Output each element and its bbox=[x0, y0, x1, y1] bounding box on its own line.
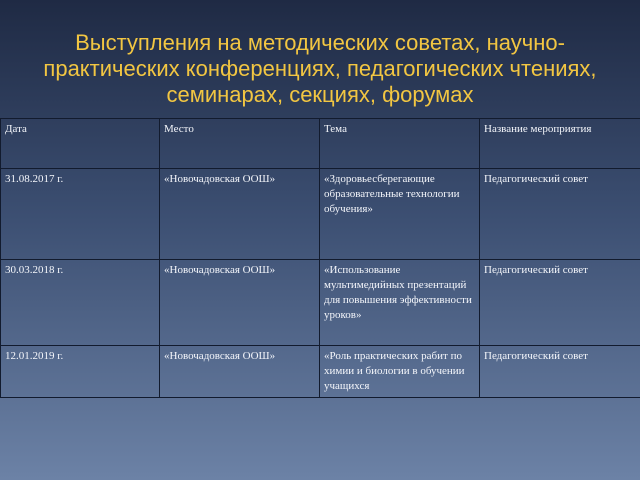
table-row bbox=[1, 346, 640, 398]
table-header-row bbox=[1, 119, 640, 169]
header-date: Дата bbox=[1, 119, 160, 169]
cell-place: «Новочадовская ООШ» bbox=[160, 169, 320, 260]
cell-date: 12.01.2019 г. bbox=[1, 346, 160, 398]
cell-place: «Новочадовская ООШ» bbox=[160, 260, 320, 346]
cell-date: 30.03.2018 г. bbox=[1, 260, 160, 346]
cell-date: 31.08.2017 г. bbox=[1, 169, 160, 260]
events-table bbox=[0, 118, 640, 398]
header-event: Название мероприятия bbox=[480, 119, 640, 169]
cell-event: Педагогический совет bbox=[480, 346, 640, 398]
cell-place: «Новочадовская ООШ» bbox=[160, 346, 320, 398]
table-row bbox=[1, 169, 640, 260]
cell-topic: «Роль практических рабит по химии и биологии в обучении учащихся bbox=[320, 346, 480, 398]
cell-event: Педагогический совет bbox=[480, 260, 640, 346]
header-topic: Тема bbox=[320, 119, 480, 169]
header-place: Место bbox=[160, 119, 320, 169]
cell-event: Педагогический совет bbox=[480, 169, 640, 260]
slide-title: Выступления на методических советах, научно-практических конференциях, педагогических чтениях, семинарах, секциях, форумах bbox=[43, 30, 597, 107]
cell-topic: «Здоровьесберегающие образовательные технологии обучения» bbox=[320, 169, 480, 260]
cell-topic: «Использование мультимедийных презентаций для повышения эффективности уроков» bbox=[320, 260, 480, 346]
table-row bbox=[1, 260, 640, 346]
